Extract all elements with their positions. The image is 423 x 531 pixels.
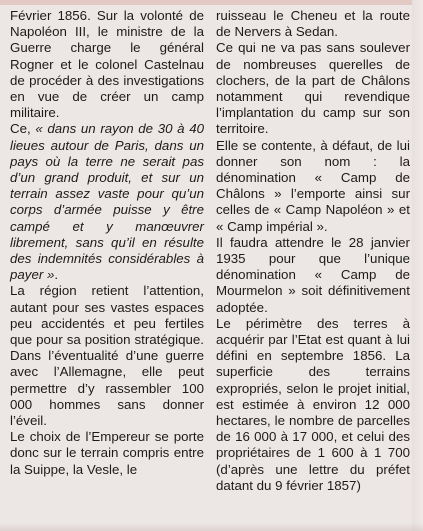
page-bottom-shadow [0,523,423,531]
page-edge [412,0,423,531]
paragraph-2-intro: Ce, [10,121,36,137]
paragraph-7: Elle se contente, à défaut, de lui donner son nom : la dénomination « Camp de Châlons » l’emporte ainsi sur celles de « Camp Napoléon » et « Camp impérial ». [216,137,410,234]
paragraph-5: ruisseau le Cheneu et la route de Nervers à Sedan. [216,8,410,40]
paragraph-2-end: . [54,267,59,283]
paragraph-8: Il faudra attendre le 28 janvier 1935 pour que l’unique dénomination « Camp de Mourmelon » soit définitivement adoptée. [216,234,410,315]
paragraph-3: La région retient l’attention, autant pour ses vastes espaces peu accidentés et peu fertiles que pour sa position stratégique. Dans l’éventualité d’une guerre avec l’Allemagne, elle peut permettre d’y rassembler 100 000 hommes sans donner l’éveil. [10,283,204,429]
article-column-right [216,8,410,494]
article-column-left [10,8,204,478]
paragraph-9: Le périmètre des terres à acquérir par l’Etat est quant à lui défini en septembre 1856. La superficie des terrains expropriés, selon le projet initial, est estimée à environ 12 000 hectares, le nombre de parcelles de 16 000 à 17 000, et celui des propriétaires de 1 600 à 1 700 (d’après une lettre du préfet datant du 9 février 1857) [216,315,410,493]
paragraph-6: Ce qui ne va pas sans soulever de nombreuses querelles de clochers, de la part de Châlons notamment qui revendique l’implantation du camp sur son territoire. [216,40,410,137]
top-color-band [0,0,423,5]
paragraph-2 [10,121,204,283]
paragraph-4: Le choix de l’Empereur se porte donc sur le terrain compris entre la Suippe, la Vesle, le [10,429,204,477]
quote-text: « dans un rayon de 30 à 40 lieues autour de Paris, dans un pays où la terre ne serait pas d’un grand produit, et sur un terrain assez vaste pour qu’un corps d’armée puisse y être campé et y manœuvrer librement, sans qu’il en résulte des indemnités considérables à payer » [10,121,204,283]
paragraph-1: Février 1856. Sur la volonté de Napoléon III, le ministre de la Guerre charge le général Rogner et le colonel Castelnau de procéder à des investigations en vue de créer un camp militaire. [10,8,204,121]
